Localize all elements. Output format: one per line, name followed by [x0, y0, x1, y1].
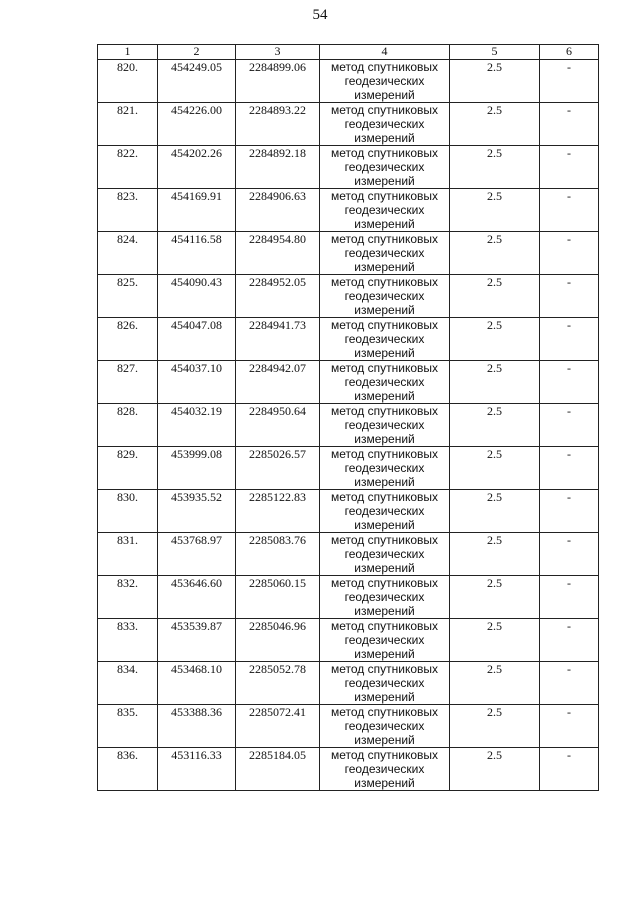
method-cell: метод спутниковых геодезических измерений	[320, 705, 450, 748]
x-coordinate-cell: 453935.52	[158, 490, 236, 533]
accuracy-cell: 2.5	[450, 232, 540, 275]
header-col-2: 2	[158, 45, 236, 60]
point-number-cell: 836.	[98, 748, 158, 791]
table-row	[98, 705, 599, 748]
accuracy-cell: 2.5	[450, 748, 540, 791]
accuracy-cell: 2.5	[450, 576, 540, 619]
note-cell: -	[540, 490, 599, 533]
point-number-cell: 835.	[98, 705, 158, 748]
y-coordinate-cell: 2285060.15	[236, 576, 320, 619]
y-coordinate-cell: 2284941.73	[236, 318, 320, 361]
x-coordinate-cell: 453468.10	[158, 662, 236, 705]
accuracy-cell: 2.5	[450, 619, 540, 662]
point-number-cell: 828.	[98, 404, 158, 447]
point-number-cell: 832.	[98, 576, 158, 619]
note-cell: -	[540, 533, 599, 576]
note-cell: -	[540, 103, 599, 146]
table-row	[98, 619, 599, 662]
header-row	[98, 45, 599, 60]
method-cell: метод спутниковых геодезических измерений	[320, 447, 450, 490]
y-coordinate-cell: 2284950.64	[236, 404, 320, 447]
note-cell: -	[540, 705, 599, 748]
x-coordinate-cell: 454037.10	[158, 361, 236, 404]
table-row	[98, 662, 599, 705]
table-row	[98, 361, 599, 404]
accuracy-cell: 2.5	[450, 275, 540, 318]
x-coordinate-cell: 454032.19	[158, 404, 236, 447]
y-coordinate-cell: 2284952.05	[236, 275, 320, 318]
method-cell: метод спутниковых геодезических измерений	[320, 146, 450, 189]
table-row	[98, 318, 599, 361]
table-row	[98, 60, 599, 103]
accuracy-cell: 2.5	[450, 404, 540, 447]
accuracy-cell: 2.5	[450, 146, 540, 189]
accuracy-cell: 2.5	[450, 662, 540, 705]
y-coordinate-cell: 2285122.83	[236, 490, 320, 533]
header-col-3: 3	[236, 45, 320, 60]
table-row	[98, 748, 599, 791]
point-number-cell: 831.	[98, 533, 158, 576]
table-row	[98, 404, 599, 447]
note-cell: -	[540, 447, 599, 490]
point-number-cell: 826.	[98, 318, 158, 361]
y-coordinate-cell: 2284893.22	[236, 103, 320, 146]
x-coordinate-cell: 454116.58	[158, 232, 236, 275]
table-row	[98, 576, 599, 619]
accuracy-cell: 2.5	[450, 447, 540, 490]
table-row	[98, 275, 599, 318]
table-body	[98, 60, 599, 791]
method-cell: метод спутниковых геодезических измерений	[320, 232, 450, 275]
x-coordinate-cell: 454090.43	[158, 275, 236, 318]
note-cell: -	[540, 619, 599, 662]
x-coordinate-cell: 454202.26	[158, 146, 236, 189]
point-number-cell: 820.	[98, 60, 158, 103]
point-number-cell: 829.	[98, 447, 158, 490]
accuracy-cell: 2.5	[450, 318, 540, 361]
point-number-cell: 827.	[98, 361, 158, 404]
y-coordinate-cell: 2285083.76	[236, 533, 320, 576]
point-number-cell: 833.	[98, 619, 158, 662]
header-col-1: 1	[98, 45, 158, 60]
y-coordinate-cell: 2284954.80	[236, 232, 320, 275]
x-coordinate-cell: 453646.60	[158, 576, 236, 619]
note-cell: -	[540, 232, 599, 275]
header-col-4: 4	[320, 45, 450, 60]
accuracy-cell: 2.5	[450, 533, 540, 576]
note-cell: -	[540, 60, 599, 103]
header-col-6: 6	[540, 45, 599, 60]
coordinates-table	[97, 44, 599, 791]
note-cell: -	[540, 404, 599, 447]
note-cell: -	[540, 662, 599, 705]
y-coordinate-cell: 2284906.63	[236, 189, 320, 232]
method-cell: метод спутниковых геодезических измерений	[320, 60, 450, 103]
x-coordinate-cell: 453768.97	[158, 533, 236, 576]
y-coordinate-cell: 2285072.41	[236, 705, 320, 748]
point-number-cell: 821.	[98, 103, 158, 146]
point-number-cell: 834.	[98, 662, 158, 705]
table-row	[98, 490, 599, 533]
accuracy-cell: 2.5	[450, 103, 540, 146]
table-row	[98, 447, 599, 490]
method-cell: метод спутниковых геодезических измерений	[320, 619, 450, 662]
method-cell: метод спутниковых геодезических измерений	[320, 404, 450, 447]
accuracy-cell: 2.5	[450, 361, 540, 404]
x-coordinate-cell: 453539.87	[158, 619, 236, 662]
table-row	[98, 533, 599, 576]
point-number-cell: 822.	[98, 146, 158, 189]
method-cell: метод спутниковых геодезических измерений	[320, 361, 450, 404]
method-cell: метод спутниковых геодезических измерений	[320, 318, 450, 361]
note-cell: -	[540, 189, 599, 232]
method-cell: метод спутниковых геодезических измерений	[320, 490, 450, 533]
header-col-5: 5	[450, 45, 540, 60]
point-number-cell: 823.	[98, 189, 158, 232]
point-number-cell: 825.	[98, 275, 158, 318]
note-cell: -	[540, 361, 599, 404]
y-coordinate-cell: 2285046.96	[236, 619, 320, 662]
accuracy-cell: 2.5	[450, 490, 540, 533]
note-cell: -	[540, 748, 599, 791]
point-number-cell: 824.	[98, 232, 158, 275]
method-cell: метод спутниковых геодезических измерений	[320, 103, 450, 146]
accuracy-cell: 2.5	[450, 705, 540, 748]
note-cell: -	[540, 318, 599, 361]
table-row	[98, 232, 599, 275]
x-coordinate-cell: 454169.91	[158, 189, 236, 232]
x-coordinate-cell: 453388.36	[158, 705, 236, 748]
note-cell: -	[540, 275, 599, 318]
method-cell: метод спутниковых геодезических измерений	[320, 533, 450, 576]
table-row	[98, 189, 599, 232]
page-number: 54	[312, 7, 328, 23]
method-cell: метод спутниковых геодезических измерений	[320, 275, 450, 318]
accuracy-cell: 2.5	[450, 60, 540, 103]
point-number-cell: 830.	[98, 490, 158, 533]
method-cell: метод спутниковых геодезических измерений	[320, 662, 450, 705]
x-coordinate-cell: 454249.05	[158, 60, 236, 103]
y-coordinate-cell: 2285052.78	[236, 662, 320, 705]
method-cell: метод спутниковых геодезических измерений	[320, 576, 450, 619]
table-row	[98, 146, 599, 189]
x-coordinate-cell: 453116.33	[158, 748, 236, 791]
accuracy-cell: 2.5	[450, 189, 540, 232]
x-coordinate-cell: 454226.00	[158, 103, 236, 146]
x-coordinate-cell: 453999.08	[158, 447, 236, 490]
x-coordinate-cell: 454047.08	[158, 318, 236, 361]
note-cell: -	[540, 146, 599, 189]
y-coordinate-cell: 2285184.05	[236, 748, 320, 791]
table-row	[98, 103, 599, 146]
note-cell: -	[540, 576, 599, 619]
y-coordinate-cell: 2285026.57	[236, 447, 320, 490]
y-coordinate-cell: 2284892.18	[236, 146, 320, 189]
y-coordinate-cell: 2284942.07	[236, 361, 320, 404]
table-header	[98, 45, 599, 60]
y-coordinate-cell: 2284899.06	[236, 60, 320, 103]
method-cell: метод спутниковых геодезических измерений	[320, 189, 450, 232]
method-cell: метод спутниковых геодезических измерений	[320, 748, 450, 791]
